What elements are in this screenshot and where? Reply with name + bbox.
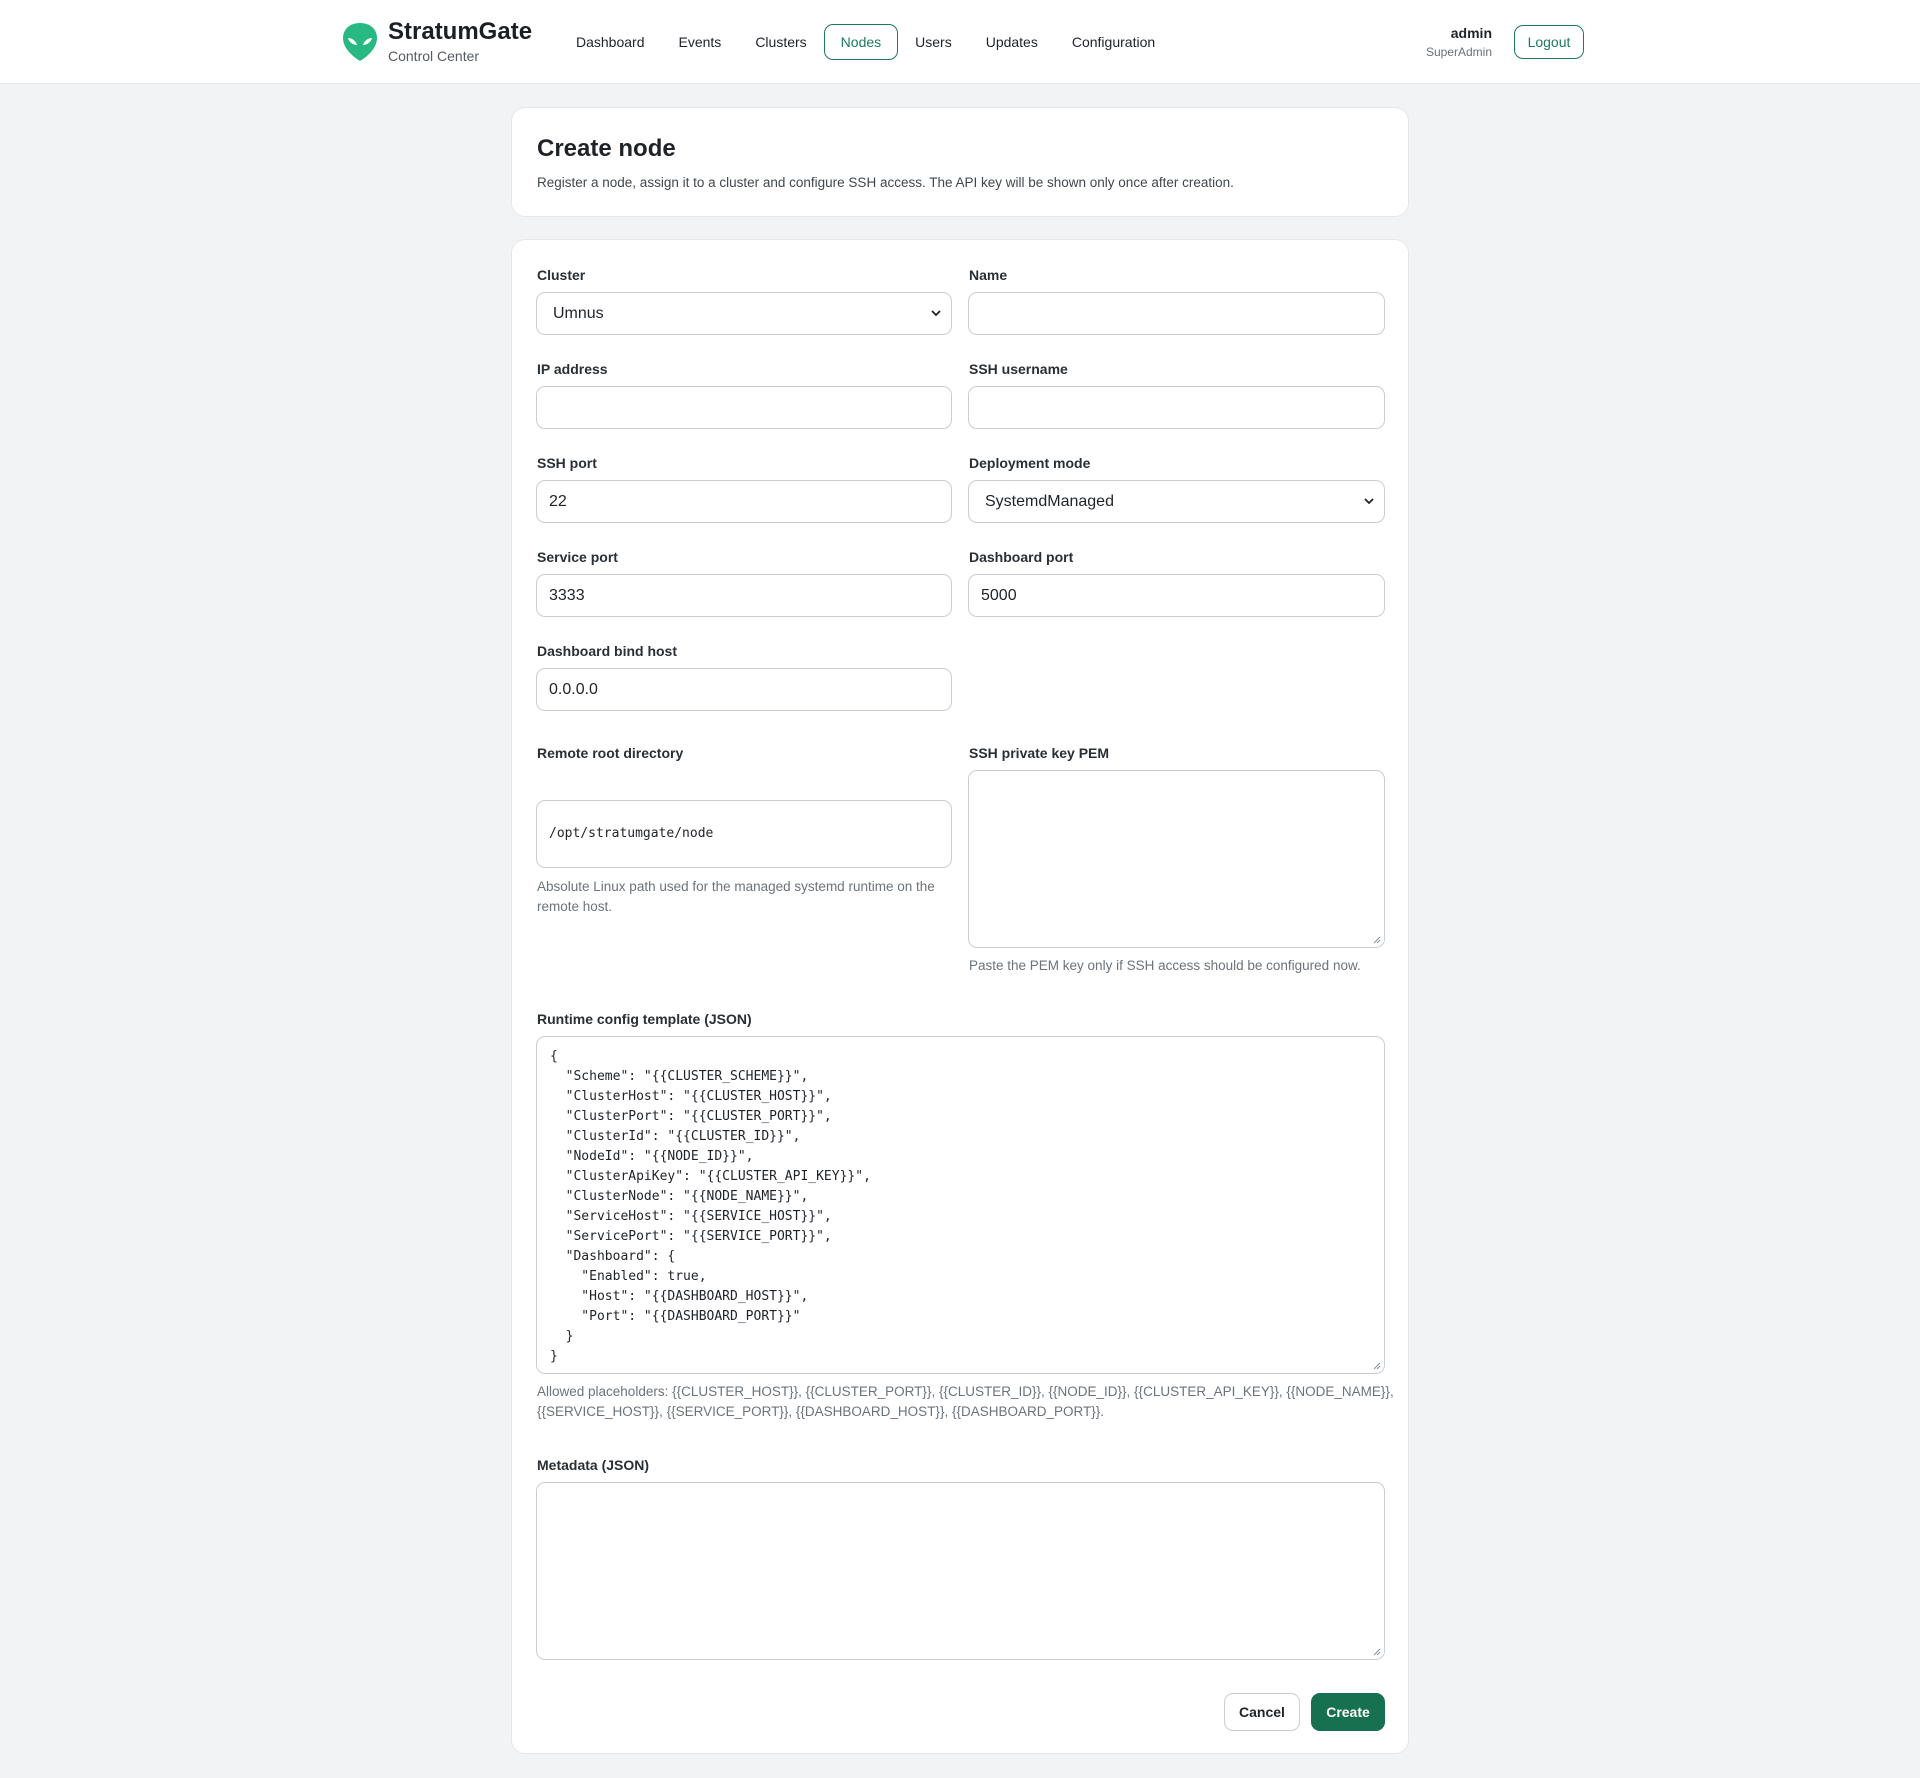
name-input[interactable] [968, 292, 1385, 335]
dashboard-bind-host-input[interactable]: 0.0.0.0 [536, 668, 952, 711]
alien-logo-icon [342, 22, 378, 62]
cancel-button[interactable]: Cancel [1224, 1693, 1300, 1731]
create-button[interactable]: Create [1311, 1693, 1385, 1731]
remote-root-input[interactable]: /opt/stratumgate/node [536, 800, 952, 868]
service-port-input[interactable]: 3333 [536, 574, 952, 617]
ssh-username-input[interactable] [968, 386, 1385, 429]
ssh-username-label: SSH username [969, 361, 1068, 377]
page-header-card [511, 107, 1409, 217]
runtime-config-textarea[interactable] [536, 1036, 1385, 1374]
logout-button[interactable]: Logout [1514, 25, 1584, 59]
metadata-label: Metadata (JSON) [537, 1457, 650, 1473]
dashboard-port-label: Dashboard port [969, 549, 1074, 565]
ssh-key-hint: Paste the PEM key only if SSH access should be configured now. [969, 958, 1361, 973]
dashboard-port-input[interactable]: 5000 [968, 574, 1385, 617]
chevron-down-icon [931, 308, 941, 318]
page-description: Register a node, assign it to a cluster and configure SSH access. The API key will be shown only once after creation. [537, 175, 1234, 190]
brand[interactable] [342, 18, 532, 65]
resize-handle-icon[interactable] [1372, 1361, 1381, 1370]
ssh-key-textarea[interactable] [968, 770, 1385, 948]
nav-dashboard[interactable]: Dashboard [576, 34, 645, 50]
resize-handle-icon[interactable] [1372, 935, 1381, 944]
resize-handle-icon[interactable] [1372, 1647, 1381, 1656]
user-info [1400, 24, 1492, 60]
page-title: Create node [537, 135, 676, 162]
metadata-textarea[interactable] [536, 1482, 1385, 1660]
deployment-mode-select[interactable] [968, 480, 1385, 523]
cluster-select-value: Umnus [553, 305, 604, 322]
remote-root-label: Remote root directory [537, 745, 684, 761]
deployment-mode-value: SystemdManaged [985, 493, 1114, 510]
nav-updates[interactable]: Updates [985, 34, 1038, 50]
remote-root-hint: Absolute Linux path used for the managed systemd runtime on the remote host. [537, 879, 935, 914]
brand-subtitle: Control Center [388, 48, 480, 64]
chevron-down-icon [1364, 496, 1374, 506]
ssh-key-label: SSH private key PEM [969, 745, 1110, 761]
ip-address-input[interactable] [536, 386, 952, 429]
brand-name: StratumGate [388, 18, 533, 45]
ssh-port-input[interactable]: 22 [536, 480, 952, 523]
dashboard-bind-host-label: Dashboard bind host [537, 643, 677, 659]
nav-configuration[interactable]: Configuration [1071, 34, 1156, 50]
ip-address-label: IP address [537, 361, 608, 377]
main-nav [559, 24, 1172, 60]
cluster-label: Cluster [537, 267, 586, 283]
runtime-config-label: Runtime config template (JSON) [537, 1011, 752, 1027]
cluster-select[interactable] [536, 292, 952, 335]
runtime-config-hint-line1: Allowed placeholders: {{CLUSTER_HOST}}, {{CLUSTER_PORT}}, {{CLUSTER_ID}}, {{NODE_ID}}, {{CLUSTER_API_KEY}}, {{NODE_NAME}}, [537, 1384, 1394, 1399]
create-node-form [511, 239, 1409, 1754]
nav-events[interactable]: Events [678, 34, 722, 50]
name-label: Name [969, 267, 1008, 283]
nav-clusters[interactable]: Clusters [755, 34, 807, 50]
runtime-config-hint-line2: {{SERVICE_HOST}}, {{SERVICE_PORT}}, {{DASHBOARD_HOST}}, {{DASHBOARD_PORT}}. [537, 1404, 1105, 1419]
top-navbar [0, 0, 1920, 84]
runtime-config-content: { "Scheme": "{{CLUSTER_SCHEME}}", "ClusterHost": "{{CLUSTER_HOST}}", "ClusterPort": "{{CLUSTER_PORT}}", "ClusterId": "{{CLUSTER_ID}}", "NodeId": "{{NODE_ID}}", "ClusterApiKey": "{{CLUSTER_API_KEY}}", "ClusterNode": "{{NODE_NAME}}", "ServiceHost": "{{SERVICE_HOST}}", "ServicePort": "{{SERVICE_PORT}}", "Dashboard": { "Enabled": true, "Host": "{{DASHBOARD_HOST}}", "Port": "{{DASHBOARD_PORT}}" } } [550, 1049, 871, 1364]
deployment-mode-label: Deployment mode [969, 455, 1091, 471]
user-name: admin [1450, 25, 1492, 41]
service-port-label: Service port [537, 549, 618, 565]
ssh-port-label: SSH port [537, 455, 597, 471]
user-role: SuperAdmin [1425, 45, 1492, 59]
nav-users[interactable]: Users [915, 34, 952, 50]
nav-nodes[interactable]: Nodes [824, 24, 898, 60]
